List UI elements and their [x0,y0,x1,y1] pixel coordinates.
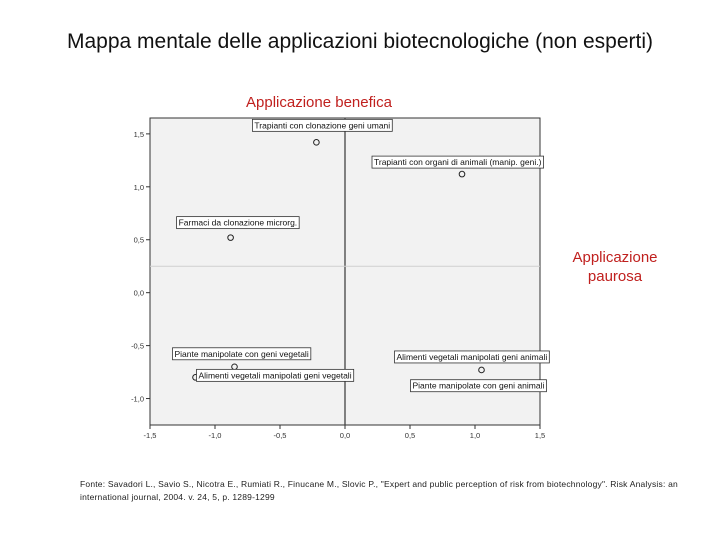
x-tick-label: 0,0 [339,431,351,440]
x-tick-label: -1,5 [143,431,157,440]
point-label: Trapianti con organi di animali (manip. geni.) [374,157,542,168]
x-tick-label: -0,5 [273,431,287,440]
annotation-fearful: Applicazione paurosa [572,249,658,285]
point-label: Farmaci da clonazione microrg. [178,217,298,228]
x-tick-label: 0,5 [404,431,416,440]
annotation-beneficial: Applicazione benefica [246,94,392,111]
x-tick-label: 1,0 [469,431,481,440]
page-title: Mappa mentale delle applicazioni biotecnologiche (non esperti) [66,30,654,53]
y-tick-label: 0,0 [133,288,144,298]
y-tick-label: 1,0 [133,182,144,192]
point-label: Piante manipolate con geni vegetali [174,348,309,359]
x-tick-label: 1,5 [534,431,546,440]
y-tick-label: -1,0 [131,394,144,404]
y-tick-label: -0,5 [131,341,144,351]
point-label: Alimenti vegetali manipolati geni vegetali [198,370,352,381]
y-tick-label: 0,5 [133,235,144,245]
point-label: Alimenti vegetali manipolati geni animali [396,351,548,362]
point-label: Trapianti con clonazione geni umani [254,120,391,131]
point-label: Piante manipolate con geni animali [412,380,545,391]
source-citation: Fonte: Savadori L., Savio S., Nicotra E., Rumiati R., Finucane M., Slovic P., "Expert and public perception of risk from biotechnology". Risk Analysis: an international journal, 2004. v. 24, 5, p. 1289-1299 [80,479,678,502]
y-tick-label: 1,5 [133,129,144,139]
x-tick-label: -1,0 [208,431,222,440]
